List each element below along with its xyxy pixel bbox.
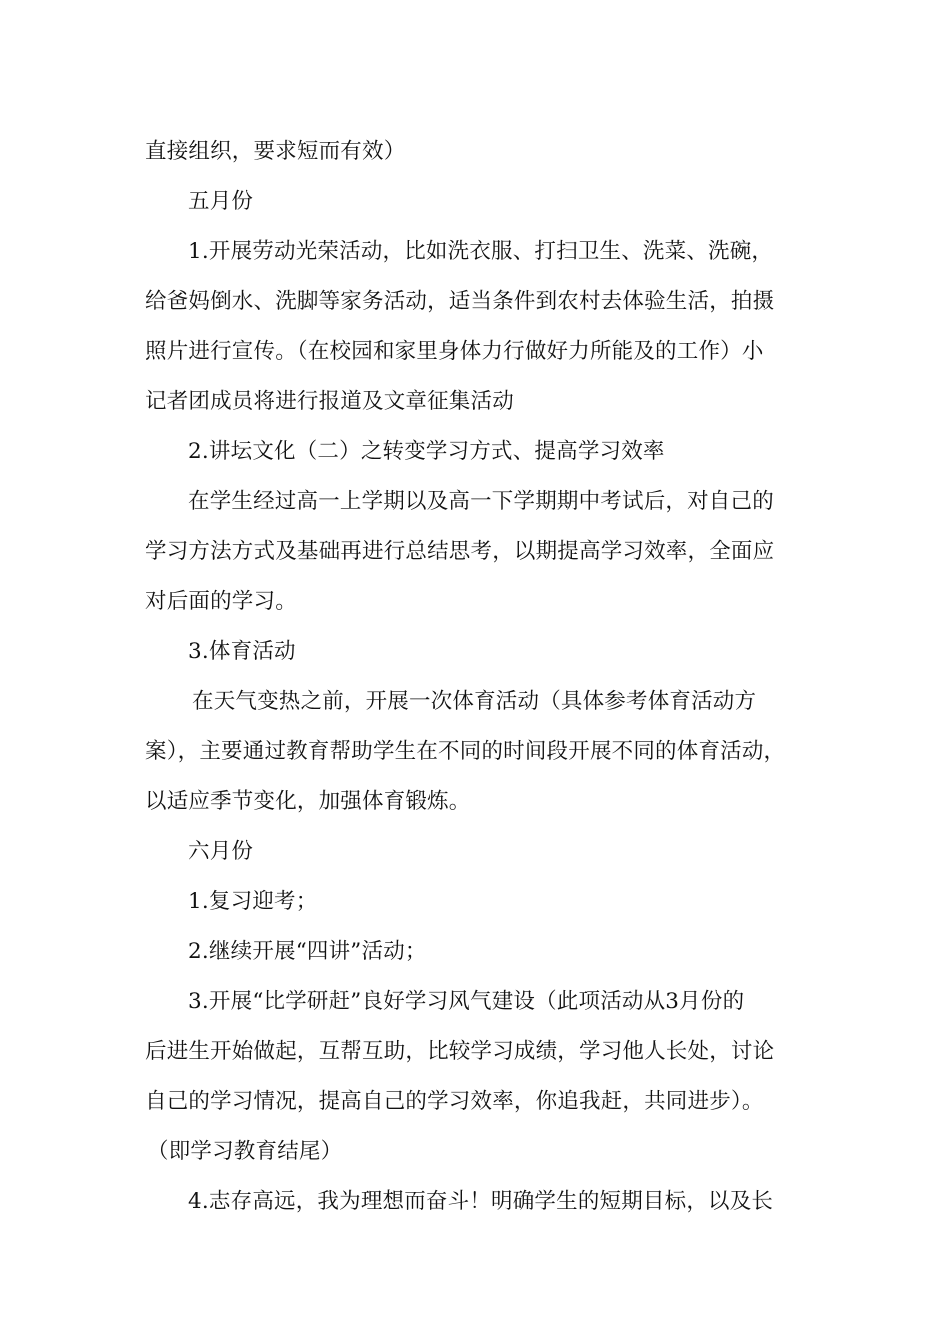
paragraph-line: 在学生经过高一上学期以及高一下学期期中考试后，对自己的 xyxy=(188,489,774,514)
list-item: 1.复习迎考； xyxy=(188,889,318,914)
paragraph-line: 直接组织，要求短而有效） xyxy=(145,139,406,164)
paragraph-line: 在天气变热之前，开展一次体育活动（具体参考体育活动方 xyxy=(192,689,757,714)
item-heading: 3.体育活动 xyxy=(188,639,296,664)
paragraph-line: 对后面的学习。 xyxy=(145,589,297,614)
paragraph-line: 案），主要通过教育帮助学生在不同的时间段开展不同的体育活动， xyxy=(145,739,786,764)
paragraph-line: 给爸妈倒水、洗脚等家务活动，适当条件到农村去体验生活，拍摄 xyxy=(145,289,775,314)
section-heading-june: 六月份 xyxy=(188,839,254,864)
list-item: 3.开展“比学研赶”良好学习风气建设（此项活动从3月份的 xyxy=(188,989,745,1014)
list-item: 4.志存高远，我为理想而奋斗！明确学生的短期目标，以及长 xyxy=(188,1189,774,1214)
paragraph-line: 自己的学习情况，提高自己的学习效率，你追我赶，共同进步）。 xyxy=(145,1089,764,1114)
list-item: 2.继续开展“四讲”活动； xyxy=(188,939,427,964)
section-heading-may: 五月份 xyxy=(188,189,254,214)
paragraph-line: 记者团成员将进行报道及文章征集活动 xyxy=(145,389,514,414)
paragraph-line: （即学习教育结尾） xyxy=(147,1139,343,1164)
paragraph-line: 照片进行宣传。（在校园和家里身体力行做好力所能及的工作）小 xyxy=(145,339,764,364)
paragraph-line: 后进生开始做起，互帮互助，比较学习成绩，学习他人长处，讨论 xyxy=(145,1039,775,1064)
item-heading: 2.讲坛文化（二）之转变学习方式、提高学习效率 xyxy=(188,439,665,464)
paragraph-line: 学习方法方式及基础再进行总结思考，以期提高学习效率，全面应 xyxy=(145,539,775,564)
paragraph-line: 以适应季节变化，加强体育锻炼。 xyxy=(145,789,471,814)
paragraph-line: 1.开展劳动光荣活动，比如洗衣服、打扫卫生、洗菜、洗碗， xyxy=(188,239,774,264)
